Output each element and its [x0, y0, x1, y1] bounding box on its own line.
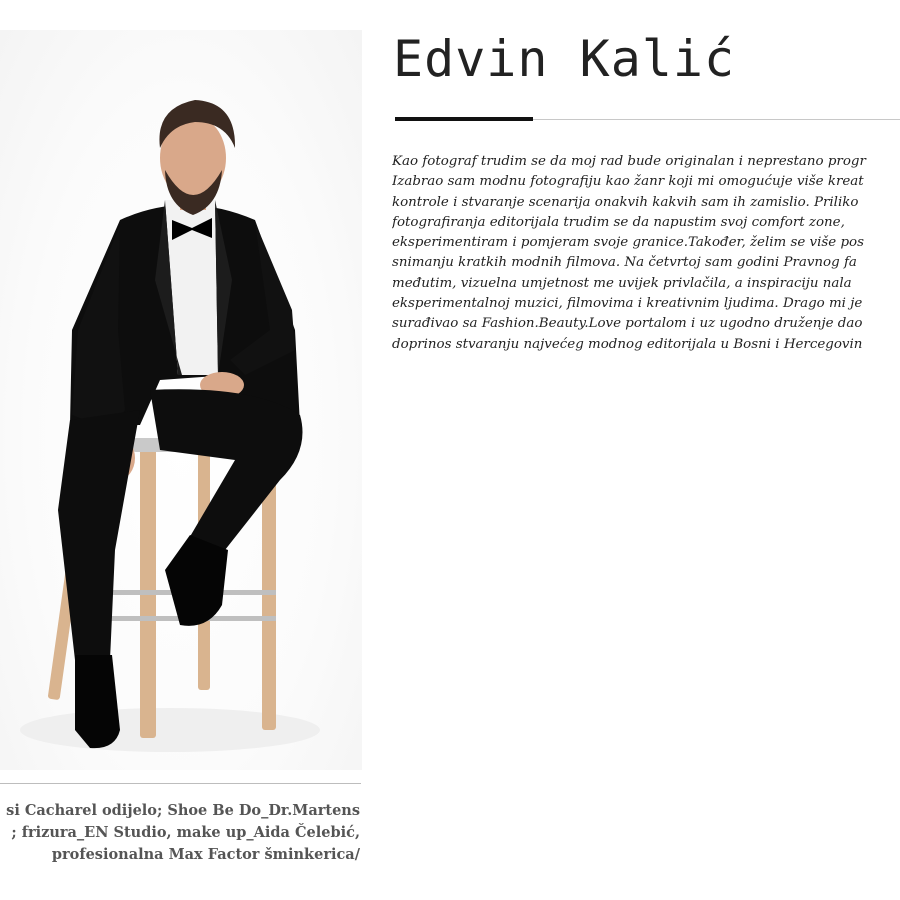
page-title: Edvin Kalić	[393, 30, 736, 88]
credits-line: profesionalna Max Factor šminkerica/	[51, 846, 360, 863]
portrait-illustration	[0, 30, 362, 770]
bio-line: fotografiranja editorijala trudim se da napustim svoj comfort zone,	[392, 214, 845, 230]
bio-line: Kao fotograf trudim se da moj rad bude originalan i neprestano progr	[392, 154, 866, 169]
bio-line: Izabrao sam modnu fotografiju kao žanr koji mi omogućuje više kreat	[392, 174, 864, 190]
title-accent-bar	[395, 117, 533, 121]
caption-divider	[0, 783, 361, 784]
bio-line: eksperimentiram i pomjeram svoje granice.Također, želim se više pos	[392, 235, 864, 251]
bio-line: snimanju kratkih modnih filmova. Na četvrtoj sam godini Pravnog fa	[392, 255, 857, 271]
bio-line: surađivao sa Fashion.Beauty.Love portalom i uz ugodno druženje dao	[392, 316, 863, 332]
photo-credits	[0, 800, 360, 866]
credits-line: ; frizura_EN Studio, make up_Aida Čelebić,	[11, 824, 360, 841]
bio-line: međutim, vizuelna umjetnost me uvijek privlačila, a inspiraciju nala	[392, 275, 852, 291]
bio-line: doprinos stvaranju najvećeg modnog editorijala u Bosni i Hercegovin	[392, 336, 863, 352]
bio-line: eksperimentalnoj muzici, filmovima i kreativnim ljudima. Drago mi je	[392, 296, 863, 312]
bio-line: kontrole i stvaranje scenarija onakvih kakvih sam ih zamislio. Priliko	[392, 194, 859, 210]
portrait-photo	[0, 30, 362, 770]
bio-paragraph	[392, 152, 900, 382]
credits-line: si Cacharel odijelo; Shoe Be Do_Dr.Martens	[6, 802, 360, 819]
